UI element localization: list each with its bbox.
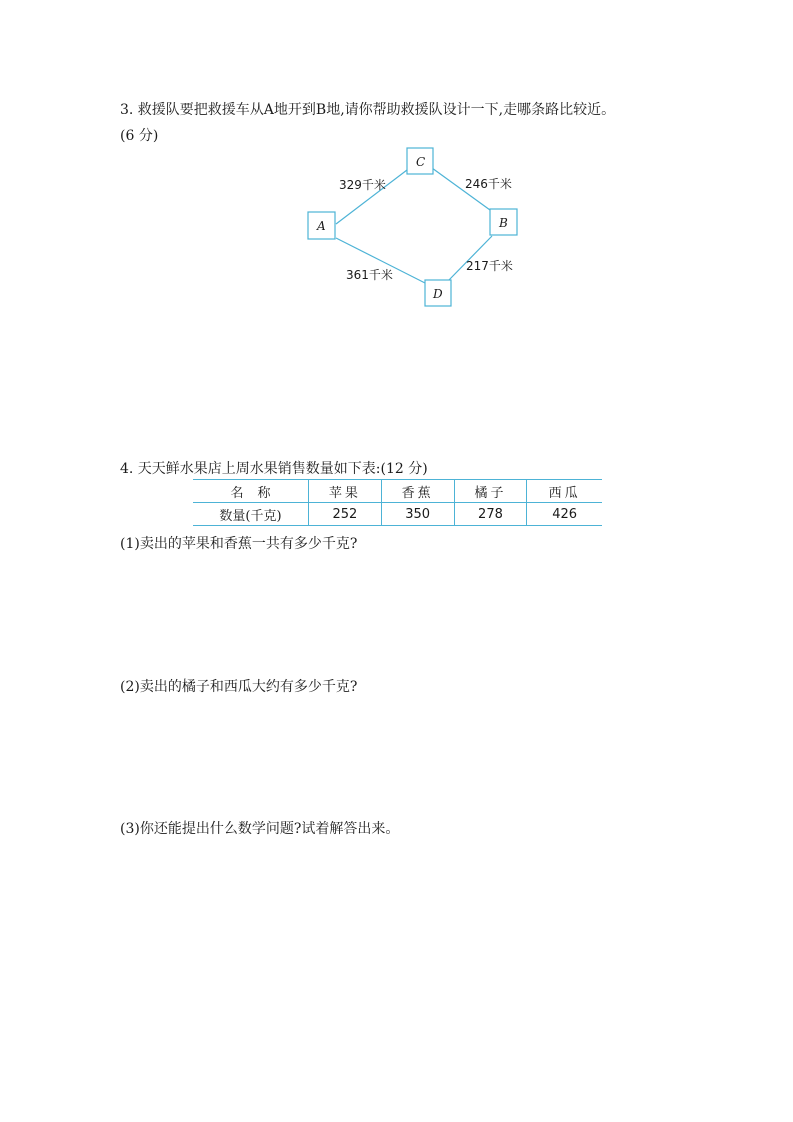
node-b [490, 209, 517, 235]
header-name: 名称 [193, 480, 308, 503]
row-label: 数量(千克) [193, 503, 308, 526]
header-banana: 香蕉 [381, 480, 454, 503]
node-a [308, 212, 335, 239]
node-d [425, 280, 451, 306]
q3-score: (6 分) [120, 128, 159, 144]
q4-sub2: (2)卖出的橘子和西瓜大约有多少千克? [120, 679, 358, 695]
edge-d-b [448, 236, 513, 281]
q4-sub3: (3)你还能提出什么数学问题?试着解答出来。 [120, 821, 400, 837]
edge-label-a-c: 329千米 [339, 178, 386, 192]
table-row [193, 503, 602, 526]
edge-a-c [336, 170, 407, 224]
header-apple: 苹果 [308, 480, 381, 503]
q4-title: 4. 天天鲜水果店上周水果销售数量如下表:(12 分) [120, 461, 428, 477]
node-c-label: C [416, 155, 426, 169]
node-b-label: B [499, 216, 508, 230]
node-a-label: A [317, 219, 326, 233]
edge-label-c-b: 246千米 [465, 177, 512, 191]
node-d-label: D [433, 287, 443, 301]
edge-a-d [336, 238, 425, 283]
edge-label-d-b: 217千米 [466, 259, 513, 273]
q3-text-line1: 3. 救援队要把救援车从A地开到B地,请你帮助救援队设计一下,走哪条路比较近。 [120, 102, 616, 118]
value-watermelon: 426 [527, 503, 602, 526]
value-apple: 252 [308, 503, 381, 526]
q4-sub1: (1)卖出的苹果和香蕉一共有多少千克? [120, 536, 358, 552]
value-orange: 278 [454, 503, 527, 526]
header-watermelon: 西瓜 [527, 480, 602, 503]
edge-c-b [432, 168, 512, 210]
value-banana: 350 [381, 503, 454, 526]
edge-label-a-d: 361千米 [346, 268, 393, 282]
fruit-sales-table [193, 479, 602, 526]
table-header-row [193, 480, 602, 503]
node-c [407, 148, 433, 174]
header-orange: 橘子 [454, 480, 527, 503]
